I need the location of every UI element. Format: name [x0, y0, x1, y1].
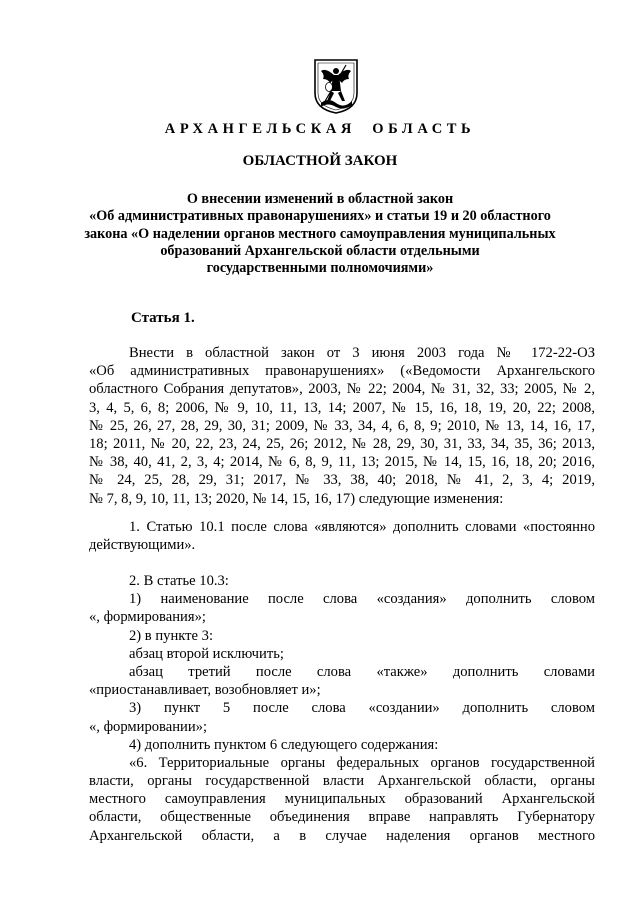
paragraph-line: «Об административных правонарушениях» («Ведомости Архангельского	[89, 363, 595, 380]
paragraph-line: местного самоуправления муниципальных образований Архангельской	[89, 791, 595, 808]
paragraph-line: власти, органы государственной власти Архангельской области, органы	[89, 773, 595, 790]
paragraph-line: 1. Статью 10.1 после слова «являются» дополнить словами «постоянно	[129, 519, 595, 535]
article-intro-paragraph	[89, 344, 595, 508]
paragraph-line: области, общественные объединения вправе направлять Губернатору	[89, 809, 595, 826]
law-title	[80, 191, 560, 277]
paragraph-line: действующими».	[89, 537, 196, 554]
region-name: АРХАНГЕЛЬСКАЯ ОБЛАСТЬ	[164, 121, 476, 137]
law-type-heading: ОБЛАСТНОЙ ЗАКОН	[242, 153, 398, 169]
paragraph-line: 2. В статье 10.3:	[129, 573, 229, 589]
paragraph-line: «6. Территориальные органы федеральных органов государственной	[129, 754, 595, 771]
law-title-line: О внесении изменений в областной закон	[186, 191, 454, 207]
paragraph-line: «, формирования»;	[89, 609, 206, 626]
coat-of-arms-emblem-icon	[312, 57, 360, 115]
paragraph-line: Внести в областной закон от 3 июня 2003 года № 172-22-ОЗ	[129, 345, 595, 361]
paragraph-line: «, формировании»;	[89, 718, 208, 735]
paragraph-line: № 38, 40, 41, 2, 3, 4; 2014, № 6, 8, 9, 11, 13; 2015, № 14, 15, 16, 18, 20; 2016,	[89, 454, 595, 471]
paragraph-line: № 24, 25, 28, 29, 31; 2017, № 33, 38, 40; 2018, № 41, 2, 3, 4; 2019,	[89, 472, 595, 489]
paragraph-line: № 7, 8, 9, 10, 11, 13; 2020, № 14, 15, 16, 17) следующие изменения:	[89, 490, 504, 507]
law-title-line: образований Архангельской области отдельными	[160, 242, 480, 259]
paragraph-line: № 25, 26, 27, 28, 29, 30, 31; 2009, № 33, 34, 4, 6, 8, 9; 2010, № 13, 14, 16, 17,	[89, 417, 595, 434]
paragraph-line: 3) пункт 5 после слова «создании» дополнить словом	[129, 700, 595, 717]
law-title-line: государственными полномочиями»	[206, 260, 434, 277]
paragraph-line: 3, 4, 5, 6, 8; 2006, № 9, 10, 11, 13, 14; 2007, № 15, 16, 18, 19, 20, 22; 2008,	[89, 399, 595, 416]
article-item-2	[89, 572, 595, 845]
paragraph-line: областного Собрания депутатов», 2003, № 22; 2004, № 31, 32, 33; 2005, № 2,	[89, 381, 595, 398]
law-title-line: закона «О наделении органов местного самоуправления муниципальных	[84, 225, 556, 242]
paragraph-line: 4) дополнить пунктом 6 следующего содержания:	[129, 736, 439, 753]
paragraph-line: Архангельской области, а в случае наделения органов местного	[89, 827, 595, 844]
article-heading: Статья 1.	[131, 310, 195, 326]
paragraph-line: абзац третий после слова «также» дополнить словами	[129, 663, 595, 680]
article-item-1	[89, 518, 595, 554]
paragraph-line: 18; 2011, № 20, 22, 23, 24, 25, 26; 2012, № 28, 29, 30, 31, 33, 34, 35, 36; 2013,	[89, 435, 595, 452]
paragraph-line: абзац второй исключить;	[129, 645, 284, 662]
paragraph-line: 1) наименование после слова «создания» дополнить словом	[129, 591, 595, 608]
law-title-line: «Об административных правонарушениях» и статьи 19 и 20 областного	[89, 208, 551, 225]
paragraph-line: 2) в пункте 3:	[129, 627, 214, 644]
paragraph-line: «приостанавливает, возобновляет и»;	[89, 682, 321, 699]
